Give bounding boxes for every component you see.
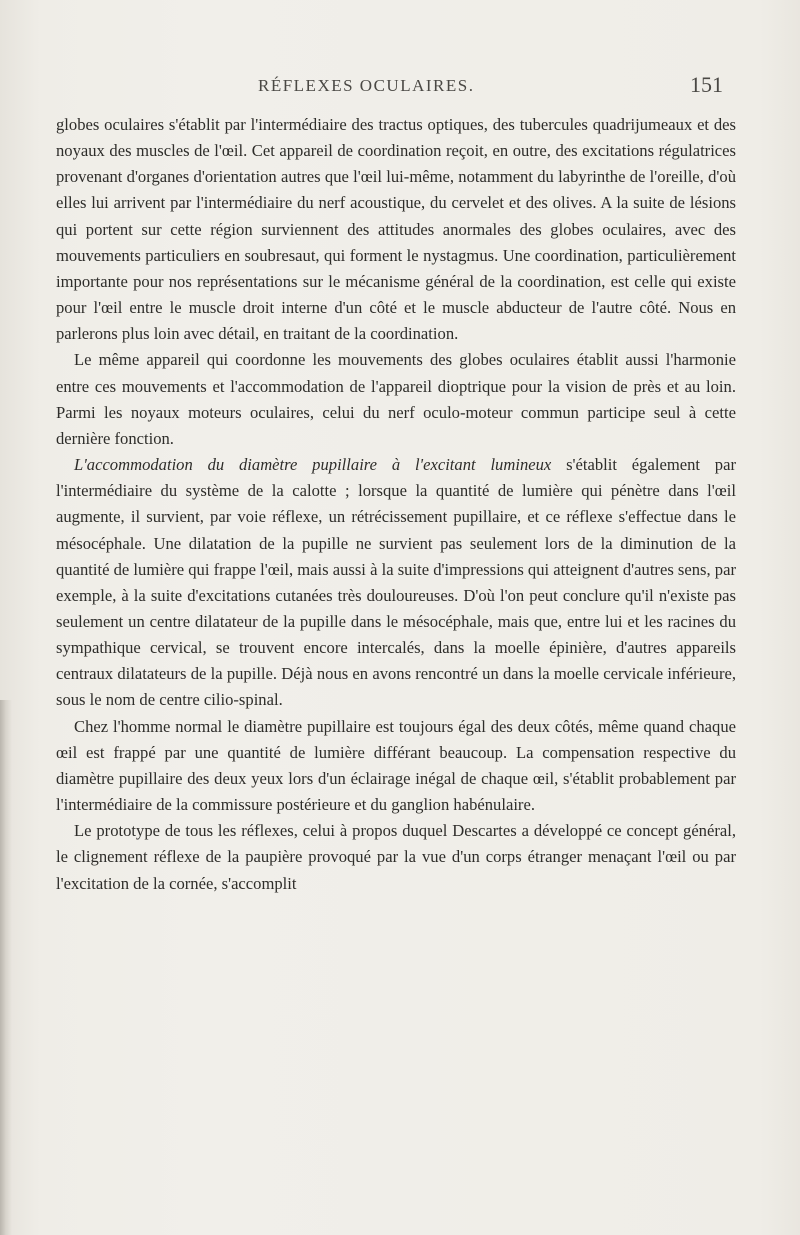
paragraph	[56, 714, 736, 819]
running-head: RÉFLEXES OCULAIRES.	[258, 76, 475, 95]
italic-lead: L'accommodation du diamètre pupillaire à l'excitant lumineux	[74, 455, 552, 475]
page-number: 151	[690, 72, 723, 97]
paragraph-text: s'établit également par l'intermédiaire du système de la calotte ; lorsque la quantité de lumière qui pénètre dans l'œil augmente, il survient, par voie réflexe, un rétrécissement pupillaire, et ce réflexe s'effectue dans le mésocéphale. Une dilatation de la pupille ne survient pas seulement lors de la diminution de la quantité de lumière qui frappe l'œil, mais aussi à la suite d'impressions qui atteignent d'autres sens, par exemple, à la suite d'excitations cutanées très douloureuses. D'où l'on peut conclure qu'il n'existe pas seulement un centre dilatateur de la pupille dans le mésocéphale, mais que, entre lui et les racines du sympathique cervical, se trouvent encore intercalés, dans la moelle épinière, d'autres appareils centraux dilatateurs de la pupille. Déjà nous en avons rencontré un dans la moelle cervicale inférieure, sous le nom de centre cilio-spinal.	[56, 455, 736, 710]
paragraph	[56, 112, 736, 347]
paragraph	[56, 452, 736, 714]
paragraph-text: globes oculaires s'établit par l'intermédiaire des tractus optiques, des tubercules quadrijumeaux et des noyaux des muscles de l'œil. Cet appareil de coordination reçoit, en outre, des excitations régulatrices provenant d'organes d'orientation autres que l'œil lui-même, notamment du labyrinthe de l'oreille, d'où elles lui arrivent par l'intermédiaire du nerf acoustique, du cervelet et des olives. A la suite de lésions qui portent sur cette région surviennent des attitudes anormales des globes oculaires, avec des mouvements particuliers en soubresaut, qui forment le nystagmus. Une coordination, particulièrement importante pour nos représentations sur le mécanisme général de la coordination, est celle qui existe pour l'œil entre le muscle droit interne d'un côté et le muscle abducteur de l'autre côté. Nous en parlerons plus loin avec détail, en traitant de la coordination.	[56, 115, 736, 344]
body-text	[56, 112, 736, 897]
page-binding-shadow	[0, 700, 12, 1235]
page-header	[0, 72, 800, 102]
paragraph-text: Chez l'homme normal le diamètre pupillaire est toujours égal des deux côtés, même quand chaque œil est frappé par une quantité de lumière différant beaucoup. La compensation respective du diamètre pupillaire des deux yeux lors d'un éclairage inégal de chaque œil, s'établit probablement par l'intermédiaire de la commissure postérieure et du ganglion habénulaire.	[56, 716, 736, 815]
paragraph	[56, 347, 736, 452]
paragraph	[56, 818, 736, 896]
paragraph-text: Le même appareil qui coordonne les mouvements des globes oculaires établit aussi l'harmonie entre ces mouvements et l'accommodation de l'appareil dioptrique pour la vision de près et au loin. Parmi les noyaux moteurs oculaires, celui du nerf oculo-moteur commun participe seul à cette dernière fonction.	[56, 350, 736, 448]
paragraph-text: Le prototype de tous les réflexes, celui à propos duquel Descartes a développé ce concept général, le clignement réflexe de la paupière provoqué par la vue d'un corps étranger menaçant l'œil ou par l'excitation de la cornée, s'accomplit	[56, 821, 736, 893]
